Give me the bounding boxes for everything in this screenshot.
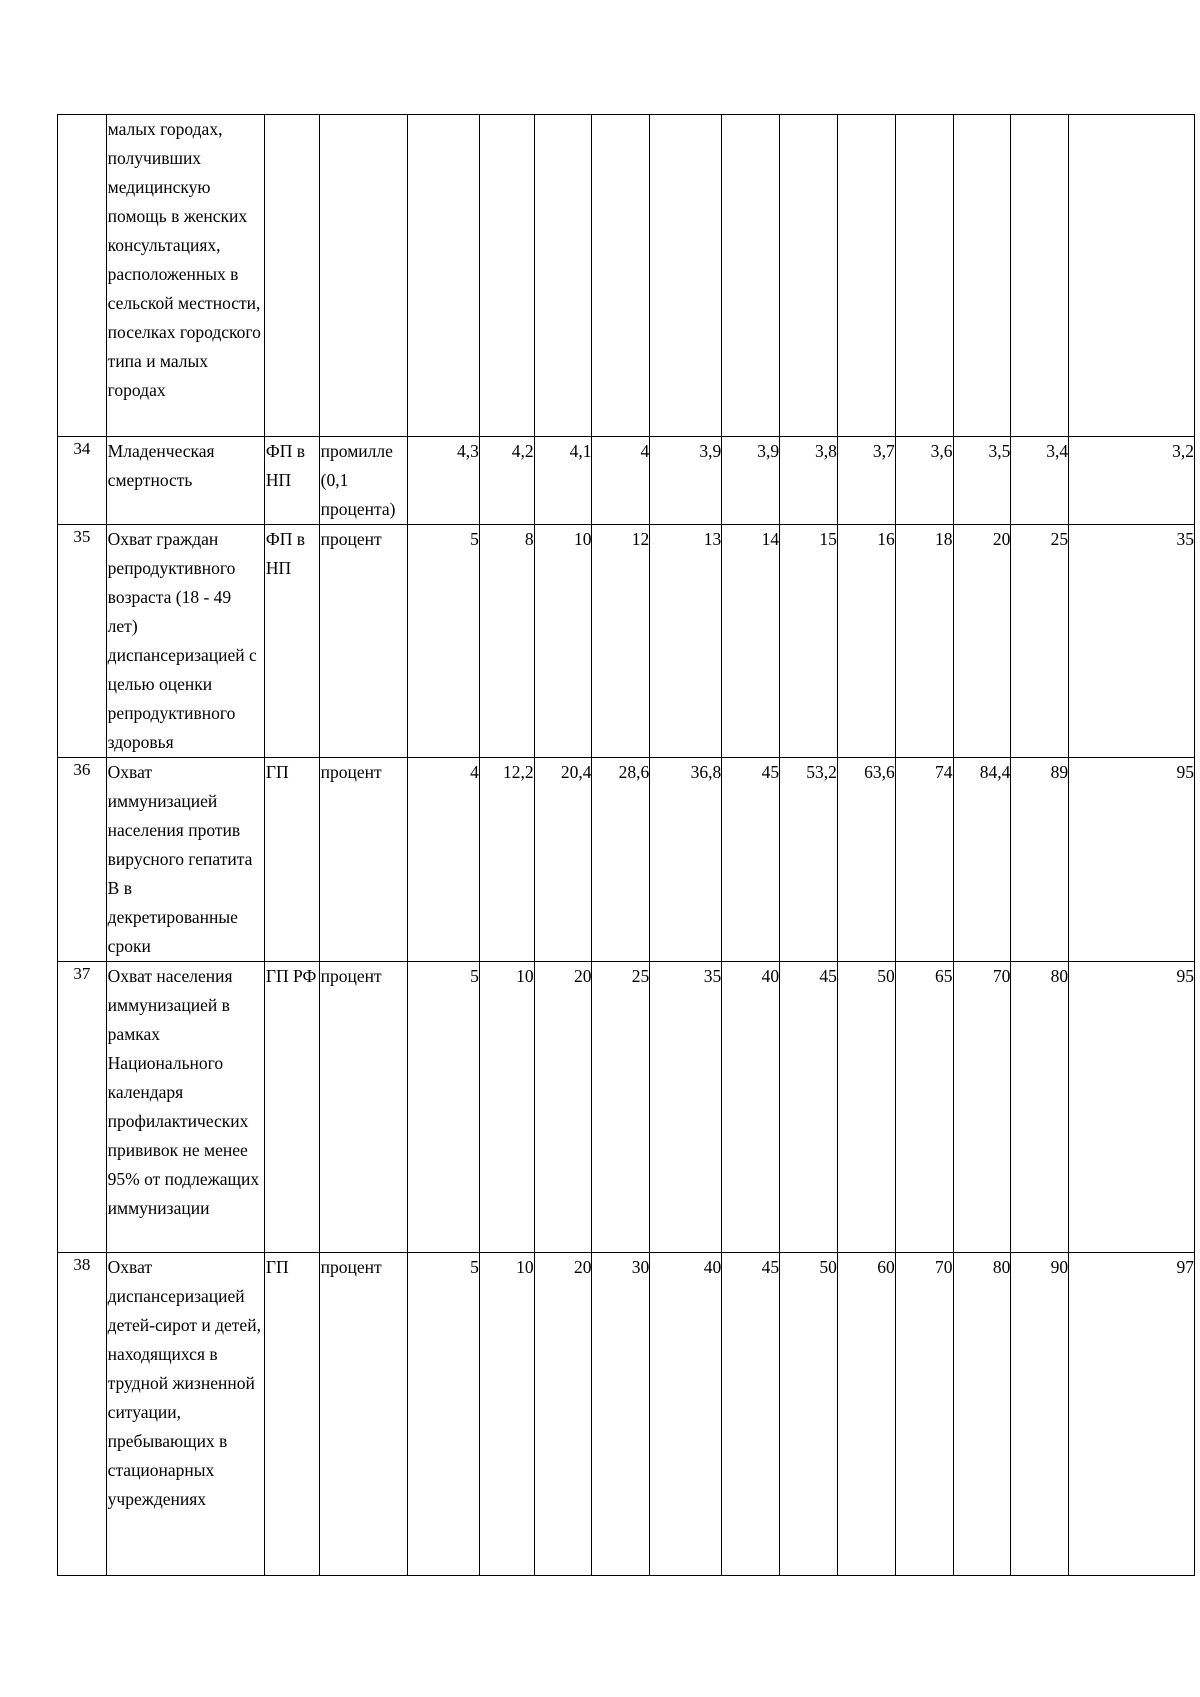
value-cell: 3,4: [1011, 437, 1069, 525]
value-cell: [534, 115, 592, 437]
indicator-unit: [319, 115, 407, 437]
table-row: [58, 437, 1195, 525]
value-cell: 13: [650, 525, 722, 758]
table-row: [58, 758, 1195, 962]
value-cell: 4: [407, 758, 479, 962]
value-cell: 25: [592, 962, 650, 1253]
indicator-source: ГП: [264, 758, 319, 962]
indicator-name: Охват диспансеризацией детей-сирот и детей, находящихся в трудной жизненной ситуации, пребывающих в стационарных учреждениях: [106, 1253, 264, 1576]
value-cell: 14: [722, 525, 780, 758]
value-cell: 90: [1011, 1253, 1069, 1576]
value-cell: 3,9: [722, 437, 780, 525]
value-cell: [722, 115, 780, 437]
row-number: 38: [58, 1253, 107, 1576]
value-cell: 12,2: [479, 758, 534, 962]
indicator-source: ФП в НП: [264, 525, 319, 758]
indicator-unit: промилле (0,1 процента): [319, 437, 407, 525]
value-cell: 5: [407, 525, 479, 758]
value-cell: 4,2: [479, 437, 534, 525]
value-cell: 50: [837, 962, 895, 1253]
row-number: 35: [58, 525, 107, 758]
indicator-name: Охват иммунизацией населения против вирусного гепатита B в декретированные сроки: [106, 758, 264, 962]
value-cell: 20: [953, 525, 1011, 758]
value-cell: 18: [895, 525, 953, 758]
indicator-unit: процент: [319, 758, 407, 962]
value-cell: 97: [1069, 1253, 1195, 1576]
indicator-name: малых городах, получивших медицинскую помощь в женских консультациях, расположенных в сельской местности, поселках городского типа и малых городах: [106, 115, 264, 437]
value-cell: 3,8: [780, 437, 838, 525]
value-cell: [780, 115, 838, 437]
value-cell: 35: [650, 962, 722, 1253]
value-cell: 16: [837, 525, 895, 758]
indicator-name: Охват населения иммунизацией в рамках Национального календаря профилактических прививок не менее 95% от подлежащих иммунизации: [106, 962, 264, 1253]
value-cell: [479, 115, 534, 437]
value-cell: 95: [1069, 962, 1195, 1253]
value-cell: 28,6: [592, 758, 650, 962]
value-cell: 8: [479, 525, 534, 758]
value-cell: 3,9: [650, 437, 722, 525]
indicator-table: [57, 114, 1195, 1576]
indicator-source: ГП РФ: [264, 962, 319, 1253]
value-cell: 5: [407, 962, 479, 1253]
value-cell: 53,2: [780, 758, 838, 962]
value-cell: 40: [650, 1253, 722, 1576]
value-cell: 12: [592, 525, 650, 758]
value-cell: [407, 115, 479, 437]
indicator-source: ГП: [264, 1253, 319, 1576]
table-row: [58, 962, 1195, 1253]
value-cell: 95: [1069, 758, 1195, 962]
value-cell: 84,4: [953, 758, 1011, 962]
value-cell: [953, 115, 1011, 437]
value-cell: 45: [722, 758, 780, 962]
value-cell: 20: [534, 962, 592, 1253]
value-cell: 35: [1069, 525, 1195, 758]
value-cell: 3,7: [837, 437, 895, 525]
table-row: [58, 115, 1195, 437]
value-cell: 20,4: [534, 758, 592, 962]
value-cell: 30: [592, 1253, 650, 1576]
value-cell: 10: [479, 962, 534, 1253]
value-cell: [837, 115, 895, 437]
value-cell: [1011, 115, 1069, 437]
value-cell: 89: [1011, 758, 1069, 962]
value-cell: 4,1: [534, 437, 592, 525]
row-number: [58, 115, 107, 437]
indicator-source: ФП в НП: [264, 437, 319, 525]
value-cell: 25: [1011, 525, 1069, 758]
indicator-unit: процент: [319, 525, 407, 758]
value-cell: 70: [953, 962, 1011, 1253]
indicator-unit: процент: [319, 962, 407, 1253]
value-cell: 36,8: [650, 758, 722, 962]
value-cell: [650, 115, 722, 437]
value-cell: 80: [1011, 962, 1069, 1253]
table-row: [58, 525, 1195, 758]
value-cell: 4: [592, 437, 650, 525]
value-cell: 70: [895, 1253, 953, 1576]
value-cell: 60: [837, 1253, 895, 1576]
value-cell: [592, 115, 650, 437]
value-cell: 4,3: [407, 437, 479, 525]
value-cell: 10: [479, 1253, 534, 1576]
value-cell: 74: [895, 758, 953, 962]
row-number: 34: [58, 437, 107, 525]
table-body: [58, 115, 1195, 1576]
row-number: 36: [58, 758, 107, 962]
value-cell: 10: [534, 525, 592, 758]
value-cell: 3,2: [1069, 437, 1195, 525]
value-cell: 80: [953, 1253, 1011, 1576]
value-cell: 3,5: [953, 437, 1011, 525]
value-cell: 15: [780, 525, 838, 758]
value-cell: 3,6: [895, 437, 953, 525]
indicator-source: [264, 115, 319, 437]
value-cell: 40: [722, 962, 780, 1253]
value-cell: [1069, 115, 1195, 437]
row-number: 37: [58, 962, 107, 1253]
value-cell: 65: [895, 962, 953, 1253]
indicator-unit: процент: [319, 1253, 407, 1576]
indicator-name: Охват граждан репродуктивного возраста (18 - 49 лет) диспансеризацией с целью оценки репродуктивного здоровья: [106, 525, 264, 758]
value-cell: 50: [780, 1253, 838, 1576]
indicator-name: Младенческая смертность: [106, 437, 264, 525]
value-cell: 20: [534, 1253, 592, 1576]
value-cell: [895, 115, 953, 437]
value-cell: 45: [722, 1253, 780, 1576]
value-cell: 45: [780, 962, 838, 1253]
table-row: [58, 1253, 1195, 1576]
value-cell: 63,6: [837, 758, 895, 962]
value-cell: 5: [407, 1253, 479, 1576]
